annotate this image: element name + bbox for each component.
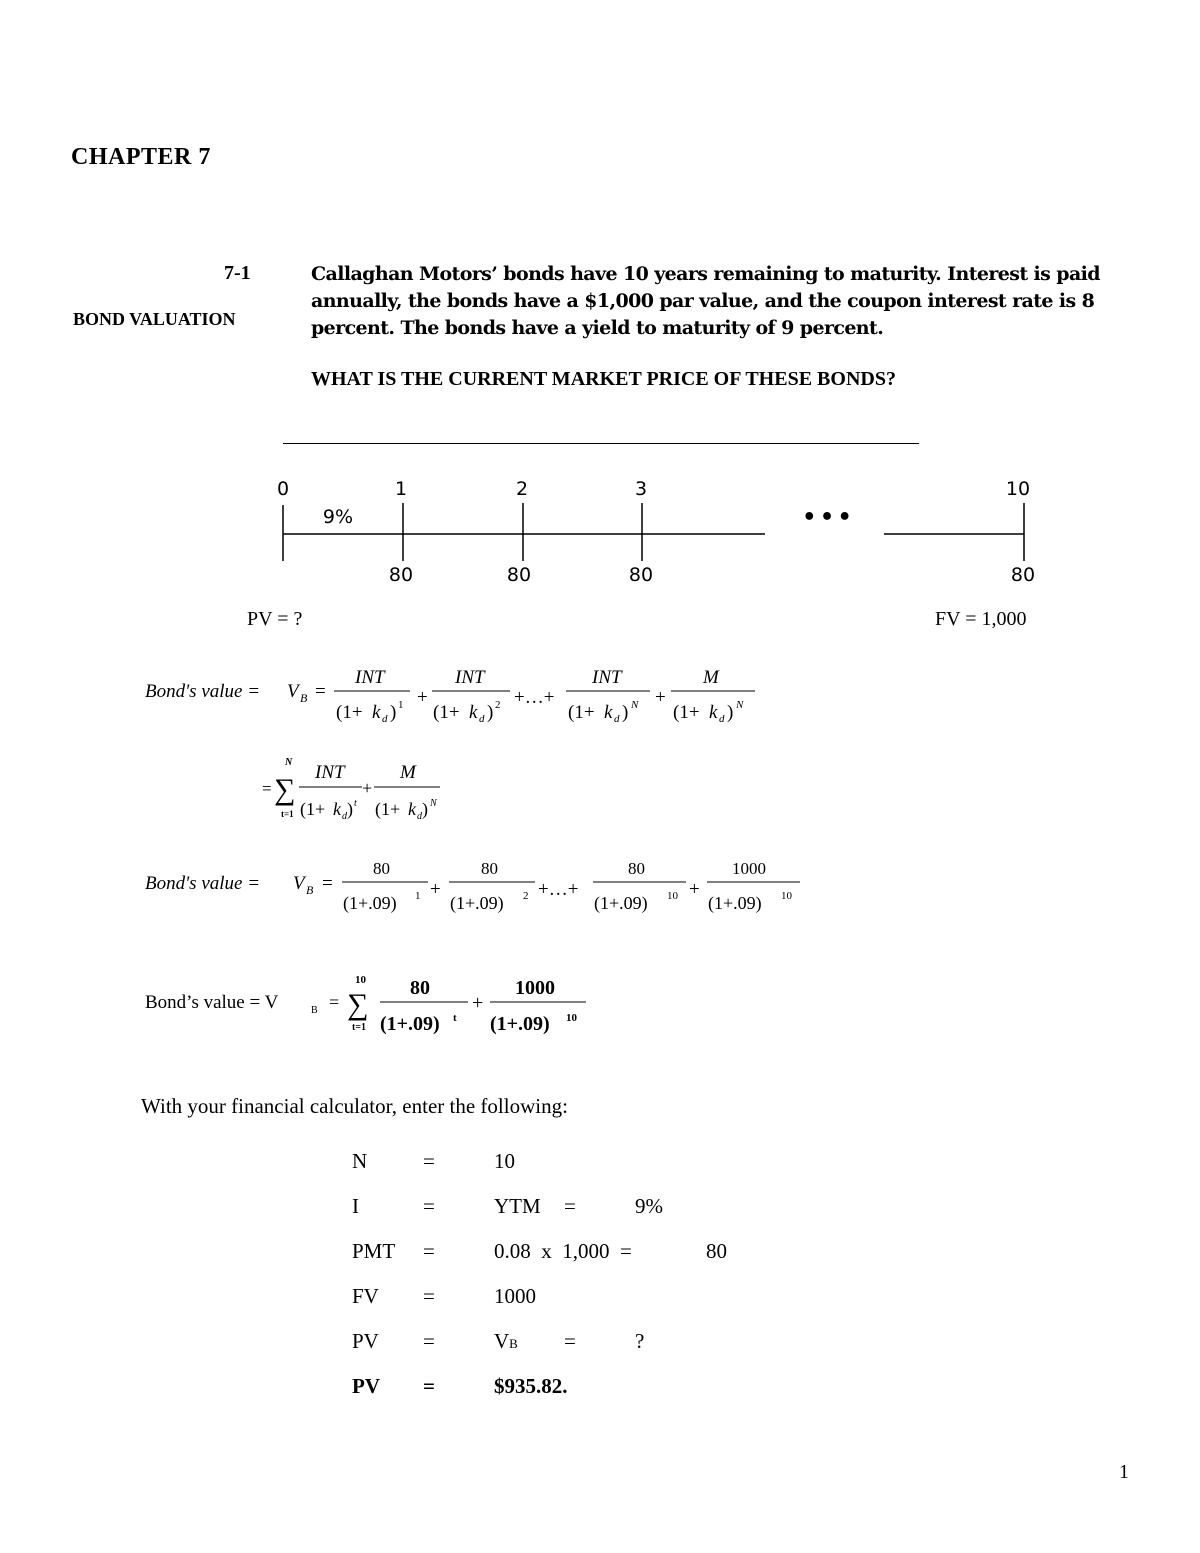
- svg-text:10: 10: [355, 974, 366, 986]
- svg-text:B: B: [311, 1005, 318, 1016]
- svg-text:INT: INT: [315, 762, 345, 783]
- svg-text:1: 1: [415, 890, 421, 902]
- svg-text:(1+: (1+: [375, 799, 401, 819]
- svg-text:V: V: [287, 681, 299, 702]
- svg-text:(1+: (1+: [433, 702, 460, 723]
- svg-text:): ): [622, 702, 629, 723]
- sigma-symbol: ∑: [274, 773, 296, 806]
- svg-text:10: 10: [667, 890, 678, 902]
- svg-text:B: B: [300, 691, 308, 705]
- page-number: 1: [1119, 1461, 1129, 1483]
- svg-text:2: 2: [495, 699, 501, 711]
- svg-text:(1+: (1+: [673, 702, 700, 723]
- svg-text:V: V: [293, 873, 305, 894]
- svg-text:k: k: [333, 799, 341, 819]
- cash-flow: 80: [1010, 564, 1036, 586]
- svg-text:+: +: [689, 879, 700, 900]
- svg-text:(1+: (1+: [336, 702, 363, 723]
- svg-text:INT: INT: [355, 667, 385, 688]
- problem-topic: BOND VALUATION: [73, 309, 236, 329]
- cash-flow: 80: [388, 564, 414, 586]
- svg-text:d: d: [719, 713, 725, 725]
- svg-text:k: k: [709, 702, 718, 723]
- svg-text:+: +: [362, 778, 373, 798]
- period-label: 3: [634, 478, 648, 500]
- calculator-intro: With your financial calculator, enter the following:: [141, 1094, 568, 1118]
- period-label: 1: [394, 478, 408, 500]
- svg-text:INT: INT: [592, 667, 622, 688]
- svg-text:=: =: [329, 992, 340, 1012]
- svg-text:d: d: [382, 713, 388, 725]
- svg-text:): ): [347, 799, 353, 819]
- svg-text:k: k: [372, 702, 381, 723]
- svg-text:+…+: +…+: [514, 687, 555, 708]
- svg-text:t=1: t=1: [281, 809, 294, 819]
- svg-text:(1+: (1+: [568, 702, 595, 723]
- svg-text:t: t: [453, 1012, 457, 1024]
- svg-text:10: 10: [566, 1012, 577, 1024]
- svg-text:=: =: [322, 873, 333, 894]
- svg-text:+: +: [472, 992, 484, 1014]
- svg-text:10: 10: [781, 890, 792, 902]
- svg-text:N: N: [285, 757, 293, 768]
- svg-text:80: 80: [628, 859, 645, 878]
- svg-text:d: d: [417, 811, 422, 822]
- svg-text:=: =: [262, 779, 272, 798]
- svg-text:+: +: [417, 687, 428, 708]
- svg-text:(1+.09): (1+.09): [450, 893, 504, 913]
- cash-flow: 80: [506, 564, 532, 586]
- svg-text:B: B: [306, 883, 314, 897]
- fv-label: FV = 1,000: [935, 608, 1027, 630]
- svg-text:+: +: [430, 879, 441, 900]
- formula-general: [0, 655, 1200, 735]
- svg-text:(1+.09): (1+.09): [343, 893, 397, 913]
- period-label: 10: [1005, 478, 1031, 500]
- ellipsis: • • •: [802, 505, 850, 530]
- svg-text:(1+.09): (1+.09): [594, 893, 648, 913]
- formula-numeric: [0, 852, 1200, 927]
- svg-text:1: 1: [398, 699, 404, 711]
- svg-text:M: M: [400, 762, 416, 783]
- svg-text:N: N: [631, 699, 639, 711]
- problem-number: 7-1: [224, 262, 251, 284]
- svg-text:=: =: [315, 681, 326, 702]
- svg-text:Bond's value =: Bond's value =: [145, 873, 261, 894]
- rate-label: 9%: [322, 506, 354, 528]
- svg-text:): ): [487, 702, 494, 723]
- svg-text:N: N: [430, 798, 437, 809]
- svg-text:+…+: +…+: [538, 879, 579, 900]
- svg-text:N: N: [736, 699, 744, 711]
- period-label: 2: [515, 478, 529, 500]
- svg-text:(1+.09): (1+.09): [708, 893, 762, 913]
- svg-text:Bond’s value = V: Bond’s value = V: [145, 992, 279, 1013]
- svg-text:80: 80: [373, 859, 390, 878]
- pv-label: PV = ?: [247, 608, 303, 630]
- cash-flow: 80: [628, 564, 654, 586]
- svg-text:d: d: [479, 713, 485, 725]
- svg-text:): ): [727, 702, 734, 723]
- svg-text:): ): [390, 702, 397, 723]
- svg-text:M: M: [703, 667, 719, 688]
- problem-question: WHAT IS THE CURRENT MARKET PRICE OF THESE BONDS?: [311, 368, 896, 390]
- svg-text:t: t: [354, 798, 357, 809]
- svg-text:1000: 1000: [515, 977, 555, 999]
- svg-text:d: d: [614, 713, 620, 725]
- svg-text:2: 2: [523, 890, 529, 902]
- formula-summation: [0, 755, 1200, 830]
- formula-final: [0, 970, 1200, 1040]
- timeline-lines: [0, 0, 1200, 600]
- svg-text:t=1: t=1: [352, 1022, 367, 1033]
- svg-text:k: k: [408, 799, 416, 819]
- svg-text:INT: INT: [455, 667, 485, 688]
- svg-text:80: 80: [410, 977, 430, 999]
- svg-text:80: 80: [481, 859, 498, 878]
- svg-text:∑: ∑: [347, 988, 369, 1021]
- svg-text:k: k: [469, 702, 478, 723]
- svg-text:(1+: (1+: [300, 799, 326, 819]
- period-label: 0: [276, 478, 290, 500]
- svg-text:d: d: [342, 811, 347, 822]
- svg-text:1000: 1000: [732, 859, 766, 878]
- formula-label: Bond's value =: [145, 681, 261, 702]
- svg-text:): ): [422, 799, 428, 819]
- chapter-title: CHAPTER 7: [71, 144, 211, 170]
- svg-text:(1+.09): (1+.09): [490, 1013, 550, 1035]
- svg-text:k: k: [604, 702, 613, 723]
- problem-statement: Callaghan Motors’ bonds have 10 years remaining to maturity. Interest is paid annually, the bonds have a $1,000 par value, and the coupon interest rate is 8 percent. The bonds have a yield to maturity of 9 percent.: [311, 263, 1100, 339]
- svg-text:+: +: [655, 687, 666, 708]
- svg-text:(1+.09): (1+.09): [380, 1013, 440, 1035]
- pv-result: $935.82.: [494, 1374, 568, 1398]
